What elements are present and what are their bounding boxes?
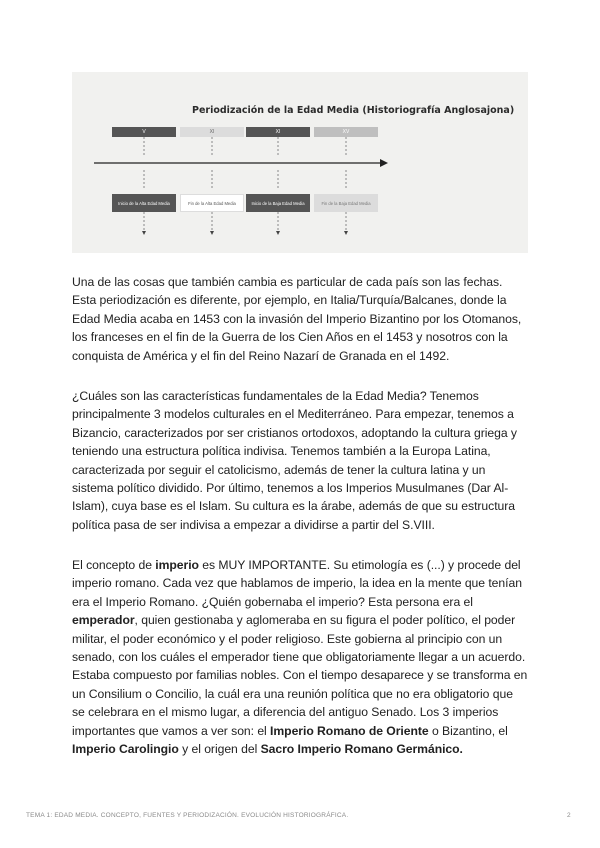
term-emperador: emperador — [72, 613, 135, 628]
connector-arrow — [210, 231, 214, 235]
text-run: El concepto de — [72, 558, 156, 572]
text-run: , quien gestionaba y aglomeraba en su figura el poder político, el poder militar, el poder económico y el poder religioso. Este gobierna al principio con un senado, con los cuáles el emperador tiene que obligatoriamente llegar a un acuerdo. Estaba compuesto por familias nobles. Con el tiempo desaparece y se transforma en un Consilium o Concilio, la cuál era una reunión política que no era obligatorio que se celebrara en el mismo lugar, a diferencia del antiguo Senado. Los 3 imperios importantes que vamos a ver son: el — [72, 613, 528, 738]
page-number: 2 — [567, 812, 571, 819]
period-bottom-label: Inicio de la Alta Edad Media — [112, 194, 176, 212]
paragraph-empire-concept — [72, 556, 528, 758]
connector-arrow — [142, 231, 146, 235]
term-imperio-romano-oriente: Imperio Romano de Oriente — [270, 723, 429, 738]
period-bottom-label: Fin de la Alta Edad Media — [180, 194, 244, 212]
periodization-figure — [72, 72, 528, 253]
period-top-box: XV — [314, 127, 378, 137]
timeline-diagram — [72, 72, 528, 253]
text-run: y el origen del — [178, 742, 261, 757]
timeline-arrowhead — [380, 159, 388, 167]
term-sacro-imperio: Sacro Imperio Romano Germánico. — [260, 742, 463, 757]
connector-arrow — [276, 231, 280, 235]
period-top-box: XI — [180, 127, 244, 137]
term-imperio: imperio — [155, 558, 199, 572]
period-bottom-label: Inicio de la Baja Edad Media — [246, 194, 310, 212]
paragraph-characteristics: ¿Cuáles son las características fundamentales de la Edad Media? Tenemos principalmente 3 modelos culturales en el Mediterráneo. Para empezar, tenemos a Bizancio, caracterizados por ser cristianos ortodoxos, adoptando la cultura griega y teniendo una estructura política indivisa. Tenemos también a la Europa Latina, caracterizada por seguir el catolicismo, además de tener la cultura latina y un sistema político dividido. Por último, tenemos a los Imperios Musulmanes (Dar Al-Islam), cuya base es el Islam. Su cultura es la árabe, además de que su estructura política pasa de ser indivisa a empezar a dividirse a partir del S.VIII. — [72, 389, 517, 532]
figure-title: Periodización de la Edad Media (Historiografía Anglosajona) — [192, 105, 515, 116]
period-top-box: XI — [246, 127, 310, 137]
connector-arrow — [344, 231, 348, 235]
page-footer: TEMA 1: EDAD MEDIA. CONCEPTO, FUENTES Y PERIODIZACIÓN. EVOLUCIÓN HISTORIOGRÁFICA. — [26, 812, 349, 819]
paragraph-dates: Una de las cosas que también cambia es particular de cada país son las fechas. Esta periodización es diferente, por ejemplo, en Italia/Turquía/Balcanes, donde la Edad Media acaba en 1453 con la invasión del Imperio Bizantino por los Otomanos, los franceses en el fin de la Guerra de los Cien Años en el 1453 y nosotros con la conquista de América y el fin del Reino Nazarí de Granada en el 1492. — [72, 275, 522, 363]
text-run: es MUY IMPORTANTE. Su etimología es (...) y procede del imperio romano. Cada vez que hablamos de imperio, la idea en la mente que tenían era el Imperio Romano. ¿Quién gobernaba el imperio? Esta persona era el — [72, 558, 522, 609]
text-run: o Bizantino, el — [428, 723, 508, 738]
term-imperio-carolingio: Imperio Carolingio — [72, 742, 179, 757]
period-top-box: V — [112, 127, 176, 137]
period-bottom-label: Fin de la Baja Edad Media — [314, 194, 378, 212]
